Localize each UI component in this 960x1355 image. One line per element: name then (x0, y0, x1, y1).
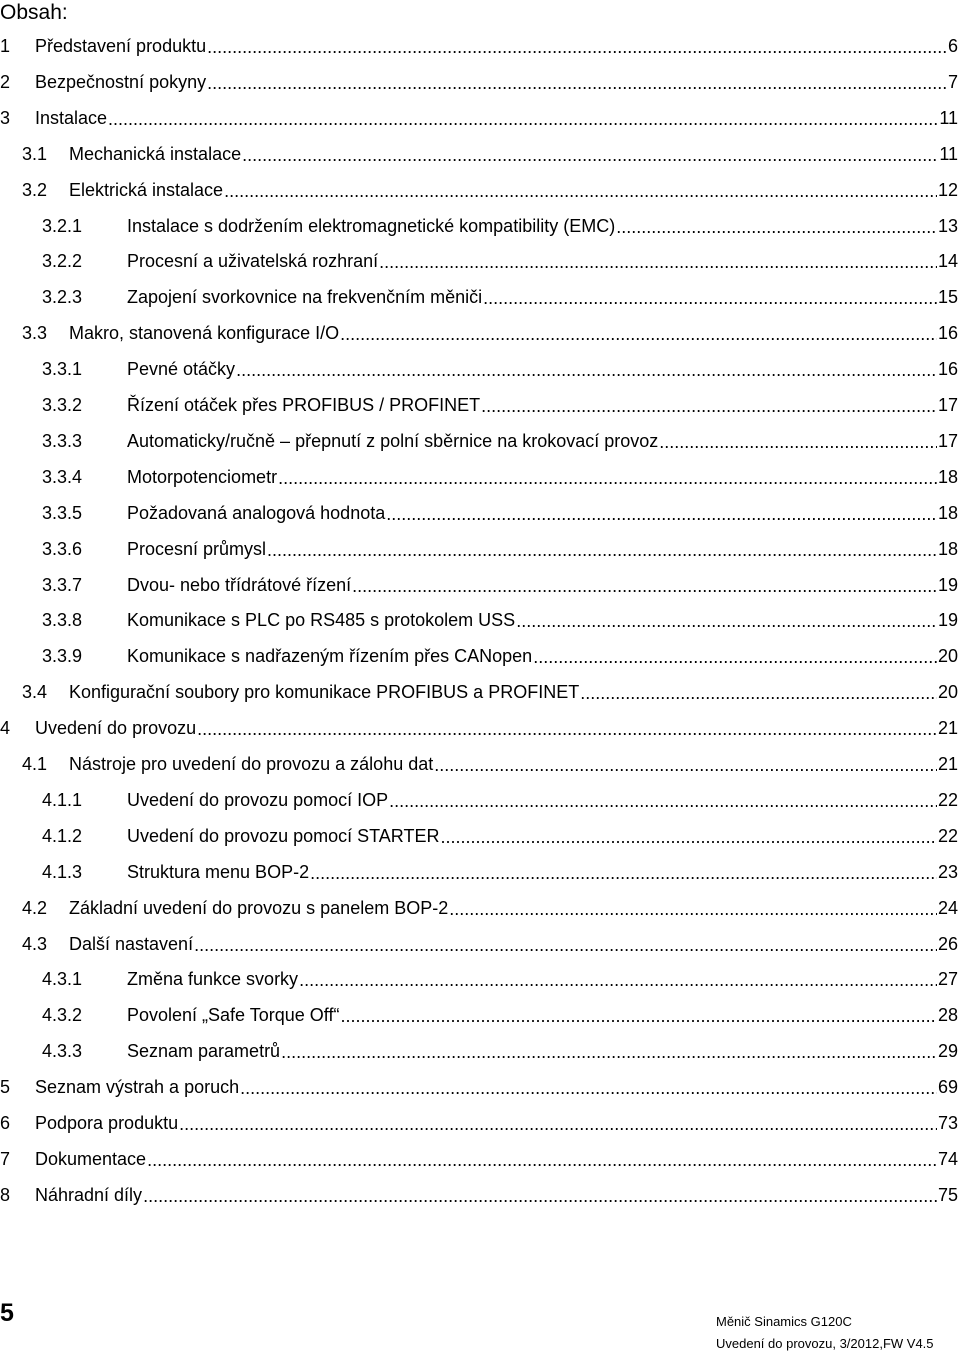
footer-product: Měnič Sinamics G120C (716, 1314, 852, 1329)
toc-entry-number: 3.2.1 (42, 215, 83, 236)
toc-entry[interactable] (42, 534, 958, 564)
toc-entry-number: 3.3.2 (42, 395, 83, 415)
toc-leader-dots (299, 969, 937, 991)
toc-entry-number: 3.3.1 (42, 359, 83, 380)
toc-entry[interactable] (0, 1144, 958, 1174)
toc-entry-number: 4.1.3 (42, 861, 83, 882)
toc-entry-title[interactable]: Elektrická instalace (69, 179, 224, 200)
toc-entry[interactable] (22, 175, 958, 205)
toc-entry-page: 23 (937, 861, 958, 882)
toc-entry-number: 4 (0, 718, 11, 739)
toc-entry-number: 4.1.1 (42, 789, 83, 810)
toc-leader-dots (310, 862, 937, 884)
toc-entry-title[interactable]: Mechanická instalace (69, 143, 242, 164)
toc-entry[interactable] (22, 893, 958, 923)
toc-entry-page: 20 (937, 682, 958, 703)
toc-entry-number: 4.1.2 (42, 825, 83, 846)
toc-entry[interactable] (42, 605, 958, 635)
footer-edition: Uvedení do provozu, 3/2012,FW V4.5 (716, 1336, 934, 1351)
toc-entry[interactable] (42, 462, 958, 492)
toc-entry[interactable] (42, 785, 958, 815)
toc-entry-title[interactable]: Procesní a uživatelská rozhraní (127, 251, 379, 272)
toc-entry-page: 27 (937, 969, 958, 990)
toc-entry-page: 18 (937, 502, 958, 523)
toc-leader-dots (281, 1041, 937, 1063)
toc-leader-dots (659, 431, 937, 453)
toc-entry-page: 15 (937, 287, 958, 308)
toc-entry[interactable] (0, 713, 958, 743)
toc-entry-title[interactable]: Zapojení svorkovnice na frekvenčním měniči (127, 287, 483, 308)
toc-entry-number: 3.3.6 (42, 538, 83, 559)
toc-leader-dots (194, 934, 937, 956)
toc-entry-number: 2 (0, 71, 11, 92)
toc-entry-number: 6 (0, 1113, 11, 1133)
toc-entry-page: 29 (937, 1041, 958, 1062)
toc-leader-dots (207, 72, 947, 94)
toc-entry[interactable] (0, 103, 958, 133)
toc-entry-title[interactable]: Dokumentace (35, 1148, 147, 1169)
toc-leader-dots (533, 646, 937, 668)
toc-leader-dots (352, 575, 937, 597)
toc-entry-number: 3 (0, 107, 11, 128)
footer-page-number: 5 (0, 1299, 14, 1327)
toc-entry-number: 7 (0, 1148, 11, 1169)
toc-entry[interactable] (22, 318, 958, 348)
toc-entry-number: 1 (0, 36, 11, 56)
toc-leader-dots (389, 790, 937, 812)
toc-entry-page: 21 (937, 718, 958, 739)
toc-leader-dots (278, 467, 937, 489)
toc-entry[interactable] (0, 1108, 958, 1138)
toc-entry-title[interactable]: Makro, stanovená konfigurace I/O (69, 323, 340, 344)
toc-entry-page: 19 (937, 610, 958, 631)
toc-entry-title[interactable]: Představení produktu (35, 36, 207, 56)
toc-entry-title[interactable]: Náhradní díly (35, 1184, 143, 1205)
toc-entry-number: 3.4 (22, 682, 48, 703)
toc-entry-number: 3.3.3 (42, 430, 83, 451)
toc-entry-page: 11 (939, 143, 958, 164)
toc-leader-dots (236, 359, 937, 381)
toc-entry-number: 3.2.2 (42, 251, 83, 272)
toc-leader-dots (516, 610, 937, 632)
toc-entry-title[interactable]: Pevné otáčky (127, 359, 236, 380)
toc-entry-number: 4.2 (22, 897, 48, 918)
toc-entry[interactable] (0, 31, 958, 61)
toc-leader-dots (207, 36, 947, 58)
toc-entry-title[interactable]: Uvedení do provozu pomocí IOP (127, 789, 389, 810)
toc-entry-number: 3.2.3 (42, 287, 83, 308)
toc-entry-page: 6 (947, 36, 958, 56)
toc-entry-page: 74 (937, 1148, 958, 1169)
toc-entry-page: 17 (937, 395, 958, 415)
toc-entry-title[interactable]: Povolení „Safe Torque Off“ (127, 1005, 340, 1026)
footer-doc-info (716, 1311, 934, 1355)
toc-entry-number: 4.3.1 (42, 969, 83, 990)
toc-entry-page: 22 (937, 789, 958, 810)
toc-entry[interactable] (42, 211, 958, 241)
toc-entry-page: 7 (947, 71, 958, 92)
toc-leader-dots (242, 144, 938, 166)
toc-entry-page: 16 (937, 359, 958, 380)
toc-leader-dots (616, 216, 937, 238)
toc-entry-number: 4.3.3 (42, 1041, 83, 1062)
toc-entry-title[interactable]: Dvou- nebo třídrátové řízení (127, 574, 352, 595)
toc-entry-title[interactable]: Uvedení do provozu (35, 718, 197, 739)
toc-entry-page: 28 (937, 1005, 958, 1026)
toc-entry-page: 69 (937, 1077, 958, 1098)
toc-entry[interactable] (0, 1072, 958, 1102)
toc-entry-page: 18 (937, 538, 958, 559)
toc-entry-page: 24 (937, 897, 958, 918)
toc-entry-number: 3.2 (22, 179, 48, 200)
toc-entry-number: 3.3 (22, 323, 48, 344)
toc-entry[interactable] (22, 749, 958, 779)
toc-leader-dots (108, 108, 938, 130)
toc-entry-number: 3.1 (22, 143, 48, 164)
toc-entry-title[interactable]: Komunikace s nadřazeným řízením přes CANopen (127, 646, 533, 667)
toc-entry-number: 3.3.8 (42, 610, 83, 631)
toc-leader-dots (440, 826, 936, 848)
toc-entry-number: 3.3.5 (42, 502, 83, 523)
toc-leader-dots (483, 287, 937, 309)
toc-entry-title[interactable]: Automaticky/ručně – přepnutí z polní sběrnice na krokovací provoz (127, 430, 659, 451)
toc-entry-title[interactable]: Základní uvedení do provozu s panelem BOP-2 (69, 897, 449, 918)
toc-entry-title[interactable]: Instalace (35, 107, 108, 128)
toc-entry[interactable] (42, 390, 958, 420)
toc-entry[interactable] (42, 570, 958, 600)
toc-entry-page: 13 (937, 215, 958, 236)
toc-entry-title[interactable]: Řízení otáček přes PROFIBUS / PROFINET (127, 395, 481, 415)
toc-entry[interactable] (42, 641, 958, 671)
toc-leader-dots (224, 180, 937, 202)
toc-entry[interactable] (42, 821, 958, 851)
toc-entry-page: 11 (939, 107, 958, 128)
toc-entry-title[interactable]: Nástroje pro uvedení do provozu a zálohu dat (69, 754, 434, 774)
toc-entry-title[interactable]: Další nastavení (69, 933, 194, 954)
toc-entry[interactable] (42, 1036, 958, 1066)
page-title: Obsah: (0, 1, 68, 24)
toc-entry-page: 16 (937, 323, 958, 344)
toc-entry[interactable] (42, 426, 958, 456)
toc-entry-number: 3.3.9 (42, 646, 83, 667)
toc-entry-page: 14 (937, 251, 958, 272)
toc-entry-page: 21 (937, 754, 958, 774)
toc-entry-number: 4.3.2 (42, 1005, 83, 1026)
toc-entry-title[interactable]: Požadovaná analogová hodnota (127, 502, 386, 523)
toc-entry-title[interactable]: Komunikace s PLC po RS485 s protokolem USS (127, 610, 516, 631)
toc-entry[interactable] (42, 857, 958, 887)
toc-entry-page: 73 (937, 1113, 958, 1133)
toc-entry-number: 8 (0, 1184, 11, 1205)
toc-entry-title[interactable]: Motorpotenciometr (127, 466, 278, 487)
toc-entry-title[interactable]: Seznam parametrů (127, 1041, 281, 1062)
toc-entry-page: 22 (937, 825, 958, 846)
toc-leader-dots (179, 1113, 937, 1135)
toc-leader-dots (386, 503, 937, 525)
toc-entry-title[interactable]: Podpora produktu (35, 1113, 179, 1133)
toc-entry-title[interactable]: Změna funkce svorky (127, 969, 299, 990)
toc-entry-title[interactable]: Uvedení do provozu pomocí STARTER (127, 825, 440, 846)
toc-leader-dots (340, 1005, 937, 1027)
toc-entry-title[interactable]: Bezpečnostní pokyny (35, 71, 207, 92)
toc-entry[interactable] (42, 1000, 958, 1030)
toc-entry-title[interactable]: Seznam výstrah a poruch (35, 1077, 240, 1098)
toc-leader-dots (340, 323, 937, 345)
toc-entry-number: 5 (0, 1077, 11, 1098)
toc-entry-title[interactable]: Struktura menu BOP-2 (127, 861, 310, 882)
toc-entry-page: 19 (937, 574, 958, 595)
toc-entry-number: 3.3.4 (42, 466, 83, 487)
toc-entry-page: 20 (937, 646, 958, 667)
toc-leader-dots (449, 898, 937, 920)
toc-entry[interactable] (0, 1180, 958, 1210)
toc-entry-title[interactable]: Konfigurační soubory pro komunikace PROFIBUS a PROFINET (69, 682, 580, 703)
toc-leader-dots (379, 251, 937, 273)
toc-entry-number: 4.3 (22, 933, 48, 954)
toc-entry-title[interactable]: Instalace s dodržením elektromagnetické kompatibility (EMC) (127, 215, 616, 236)
toc-entry-number: 4.1 (22, 754, 48, 774)
toc-entry[interactable] (42, 282, 958, 312)
toc-leader-dots (481, 395, 937, 417)
toc-entry[interactable] (0, 67, 958, 97)
toc-entry[interactable] (22, 139, 958, 169)
toc-entry-page: 75 (937, 1184, 958, 1205)
toc-entry-page: 17 (937, 430, 958, 451)
toc-entry[interactable] (42, 964, 958, 994)
toc-leader-dots (434, 754, 937, 776)
toc-entry-number: 3.3.7 (42, 574, 83, 595)
toc-leader-dots (143, 1185, 937, 1207)
toc-entry-page: 18 (937, 466, 958, 487)
toc-entry[interactable] (42, 246, 958, 276)
toc-entry-title[interactable]: Procesní průmysl (127, 538, 267, 559)
toc-leader-dots (267, 539, 937, 561)
toc-entry[interactable] (22, 929, 958, 959)
toc-leader-dots (147, 1149, 937, 1171)
toc-entry[interactable] (42, 498, 958, 528)
toc-leader-dots (240, 1077, 937, 1099)
toc-leader-dots (197, 718, 937, 740)
toc-entry-page: 12 (937, 179, 958, 200)
toc-entry-page: 26 (937, 933, 958, 954)
toc-leader-dots (580, 682, 937, 704)
toc-entry[interactable] (22, 677, 958, 707)
toc-entry[interactable] (42, 354, 958, 384)
